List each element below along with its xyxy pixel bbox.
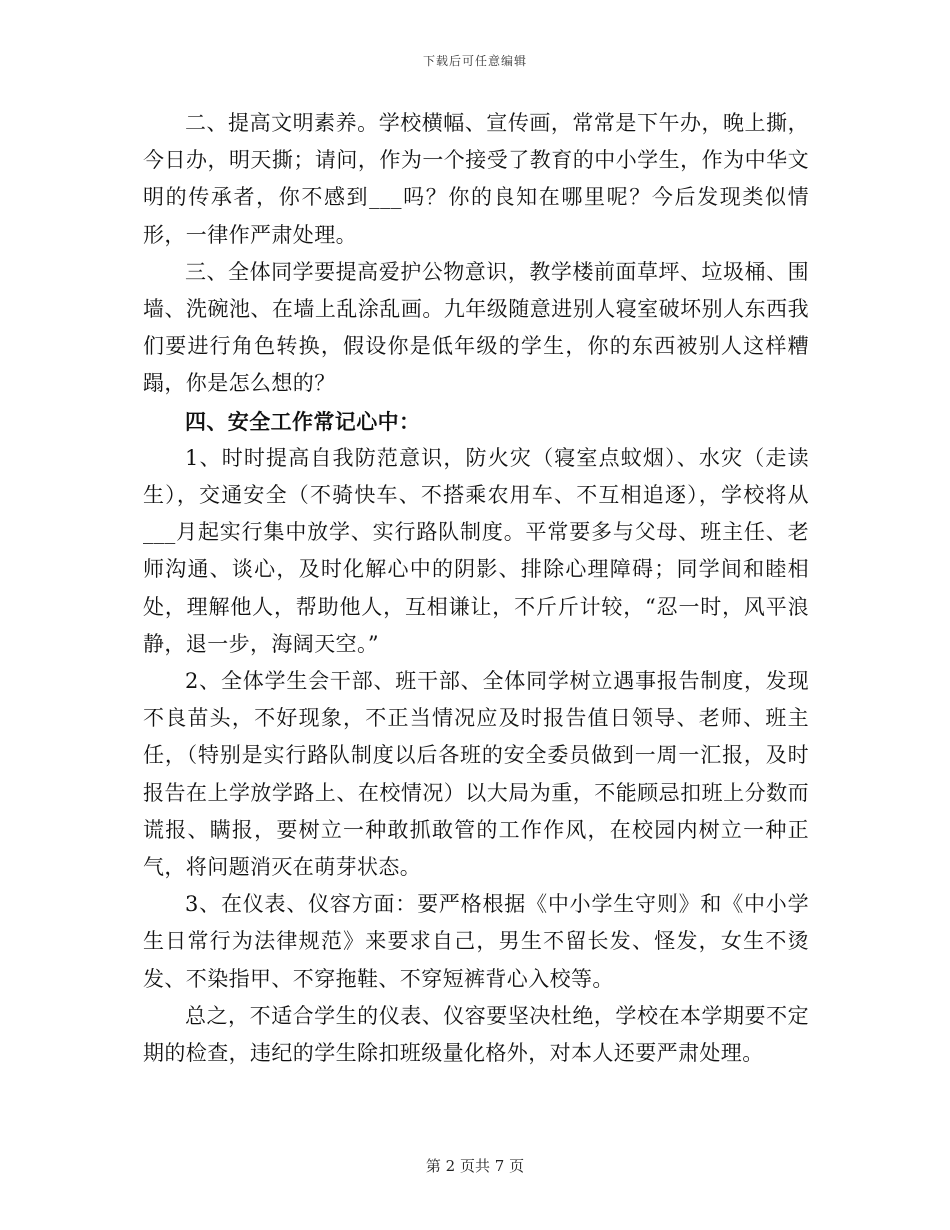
paragraph-public-property: 三、全体同学要提高爱护公物意识，教学楼前面草坪、垃圾桶、围墙、洗碗池、在墙上乱涂乱画。九年级随意进别人寝室破坏别人东西我们要进行角色转换，假设你是低年级的学生，你的东西被别人这样糟蹋，你是怎么想的？ <box>143 259 809 396</box>
page-number: 第 2 页共 7 页 <box>425 1157 525 1175</box>
page-header-note: 下载后可任意编辑 <box>422 54 527 68</box>
document-body <box>143 105 809 1072</box>
paragraph-safety-1: 1、时时提高自我防范意识，防火灾（寝室点蚊烟）、水灾（走读生），交通安全（不骑快车、不搭乘农用车、不互相追逐），学校将从___月起实行集中放学、实行路队制度。平常要多与父母、班主任、老师沟通、谈心，及时化解心中的阴影、排除心理障碍；同学间和睦相处，理解他人，帮助他人，互相谦让，不斤斤计较，“忍一时，风平浪静，退一步，海阔天空。” <box>143 445 809 656</box>
paragraph-summary: 总之，不适合学生的仪表、仪容要坚决杜绝，学校在本学期要不定期的检查，违纪的学生除扣班级量化格外，对本人还要严肃处理。 <box>143 1003 809 1066</box>
paragraph-civility: 二、提高文明素养。学校横幅、宣传画，常常是下午办，晚上撕，今日办，明天撕；请问，作为一个接受了教育的中小学生，作为中华文明的传承者，你不感到___吗？你的良知在哪里呢？今后发现类似情形，一律作严肃处理。 <box>143 111 809 247</box>
paragraph-safety-2: 2、全体学生会干部、班干部、全体同学树立遇事报告制度，发现不良苗头，不好现象，不正当情况应及时报告值日领导、老师、班主任，（特别是实行路队制度以后各班的安全委员做到一周一汇报，及时报告在上学放学路上、在校情况）以大局为重，不能顾忌扣班上分数而谎报、瞒报，要树立一种敢抓敢管的工作作风，在校园内树立一种正气，将问题消灭在萌芽状态。 <box>143 669 809 880</box>
paragraph-safety-3: 3、在仪表、仪容方面：要严格根据《中小学生守则》和《中小学生日常行为法律规范》来要求自己，男生不留长发、怪发，女生不烫发、不染指甲、不穿拖鞋、不穿短裤背心入校等。 <box>143 892 809 991</box>
section-heading-safety: 四、安全工作常记心中： <box>185 408 421 434</box>
